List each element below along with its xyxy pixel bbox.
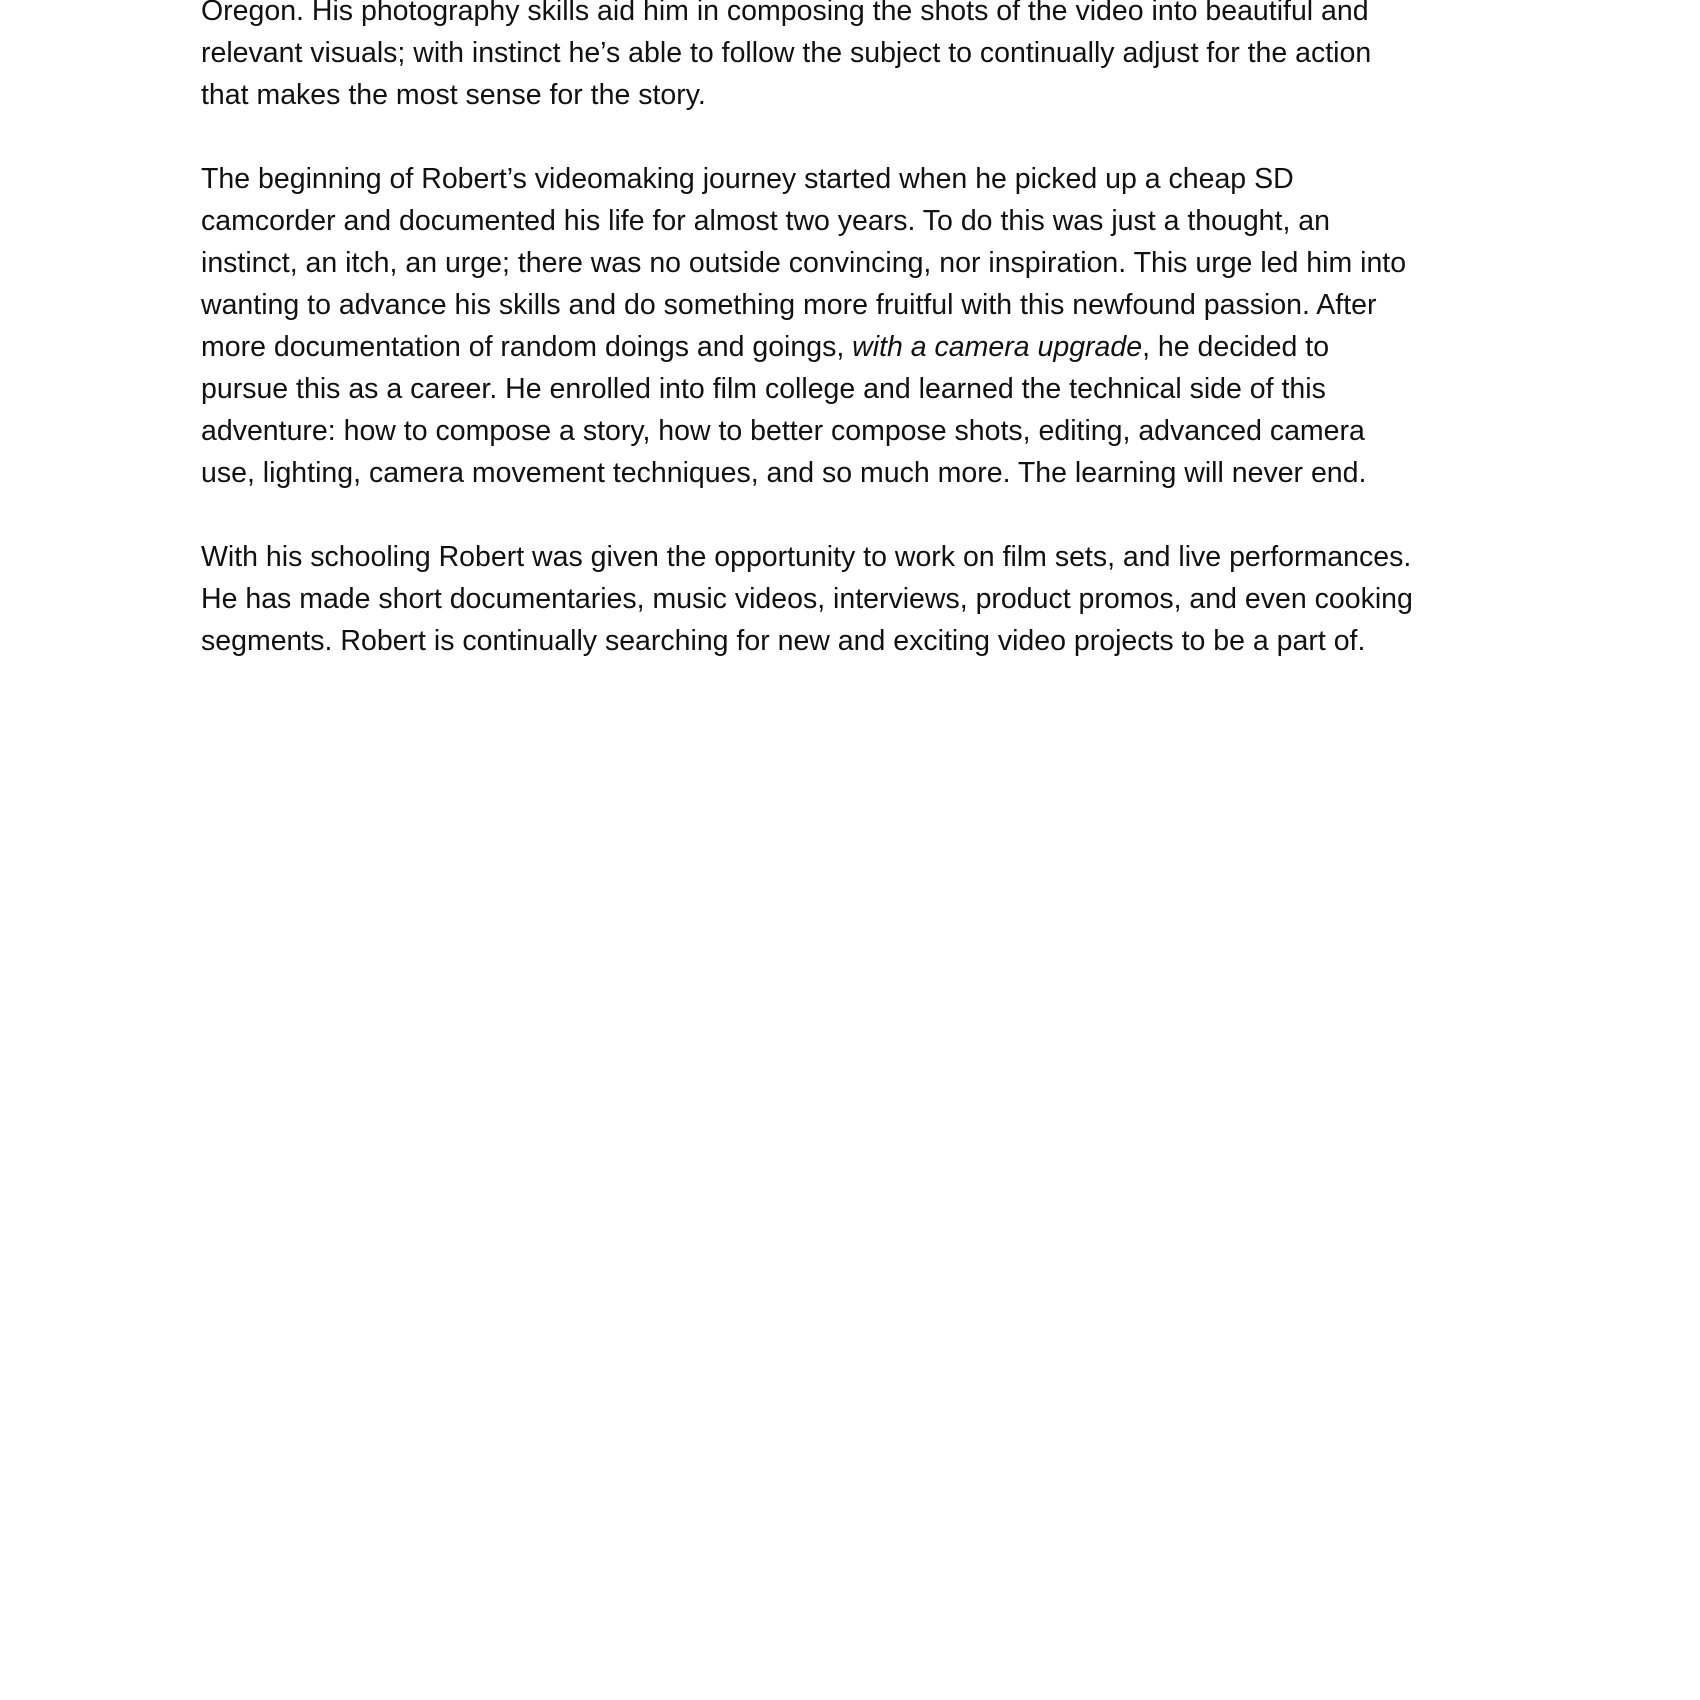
paragraph — [201, 536, 1531, 662]
text-line — [201, 158, 1531, 200]
text-segment: instinct, an itch, an urge; there was no outside convincing, nor inspiration. This urge led him into — [201, 247, 1407, 279]
text-line — [201, 368, 1531, 410]
text-line — [201, 578, 1531, 620]
text-line — [201, 410, 1531, 452]
italic-text: with a camera upgrade — [852, 331, 1143, 363]
text-segment: Oregon. His photography skills aid him in composing the shots of the video into beautiful and — [201, 0, 1369, 27]
text-line — [201, 620, 1531, 662]
text-line — [201, 74, 1531, 116]
text-segment: , he decided to — [1142, 331, 1330, 363]
text-segment: relevant visuals; with instinct he’s able to follow the subject to continually adjust for the action — [201, 37, 1372, 69]
text-line — [201, 242, 1531, 284]
text-segment: He has made short documentaries, music videos, interviews, product promos, and even cooking — [201, 583, 1413, 615]
text-line — [201, 452, 1531, 494]
text-segment: segments. Robert is continually searching for new and exciting video projects to be a part of. — [201, 625, 1366, 657]
document-body — [201, 0, 1531, 704]
text-segment: camcorder and documented his life for almost two years. To do this was just a thought, an — [201, 205, 1330, 237]
text-line — [201, 32, 1531, 74]
text-segment: adventure: how to compose a story, how to better compose shots, editing, advanced camera — [201, 415, 1365, 447]
text-line — [201, 0, 1531, 32]
text-line — [201, 200, 1531, 242]
text-segment: With his schooling Robert was given the opportunity to work on film sets, and live performances. — [201, 541, 1412, 573]
text-line — [201, 326, 1531, 368]
paragraph — [201, 0, 1531, 116]
text-segment: pursue this as a career. He enrolled into film college and learned the technical side of this — [201, 373, 1326, 405]
text-segment: wanting to advance his skills and do something more fruitful with this newfound passion. After — [201, 289, 1377, 321]
text-line — [201, 536, 1531, 578]
paragraph — [201, 158, 1531, 494]
text-line — [201, 284, 1531, 326]
text-segment: The beginning of Robert’s videomaking journey started when he picked up a cheap SD — [201, 163, 1294, 195]
text-segment: use, lighting, camera movement techniques, and so much more. The learning will never end. — [201, 457, 1367, 489]
text-segment: more documentation of random doings and goings, — [201, 331, 853, 363]
text-segment: that makes the most sense for the story. — [201, 79, 706, 111]
